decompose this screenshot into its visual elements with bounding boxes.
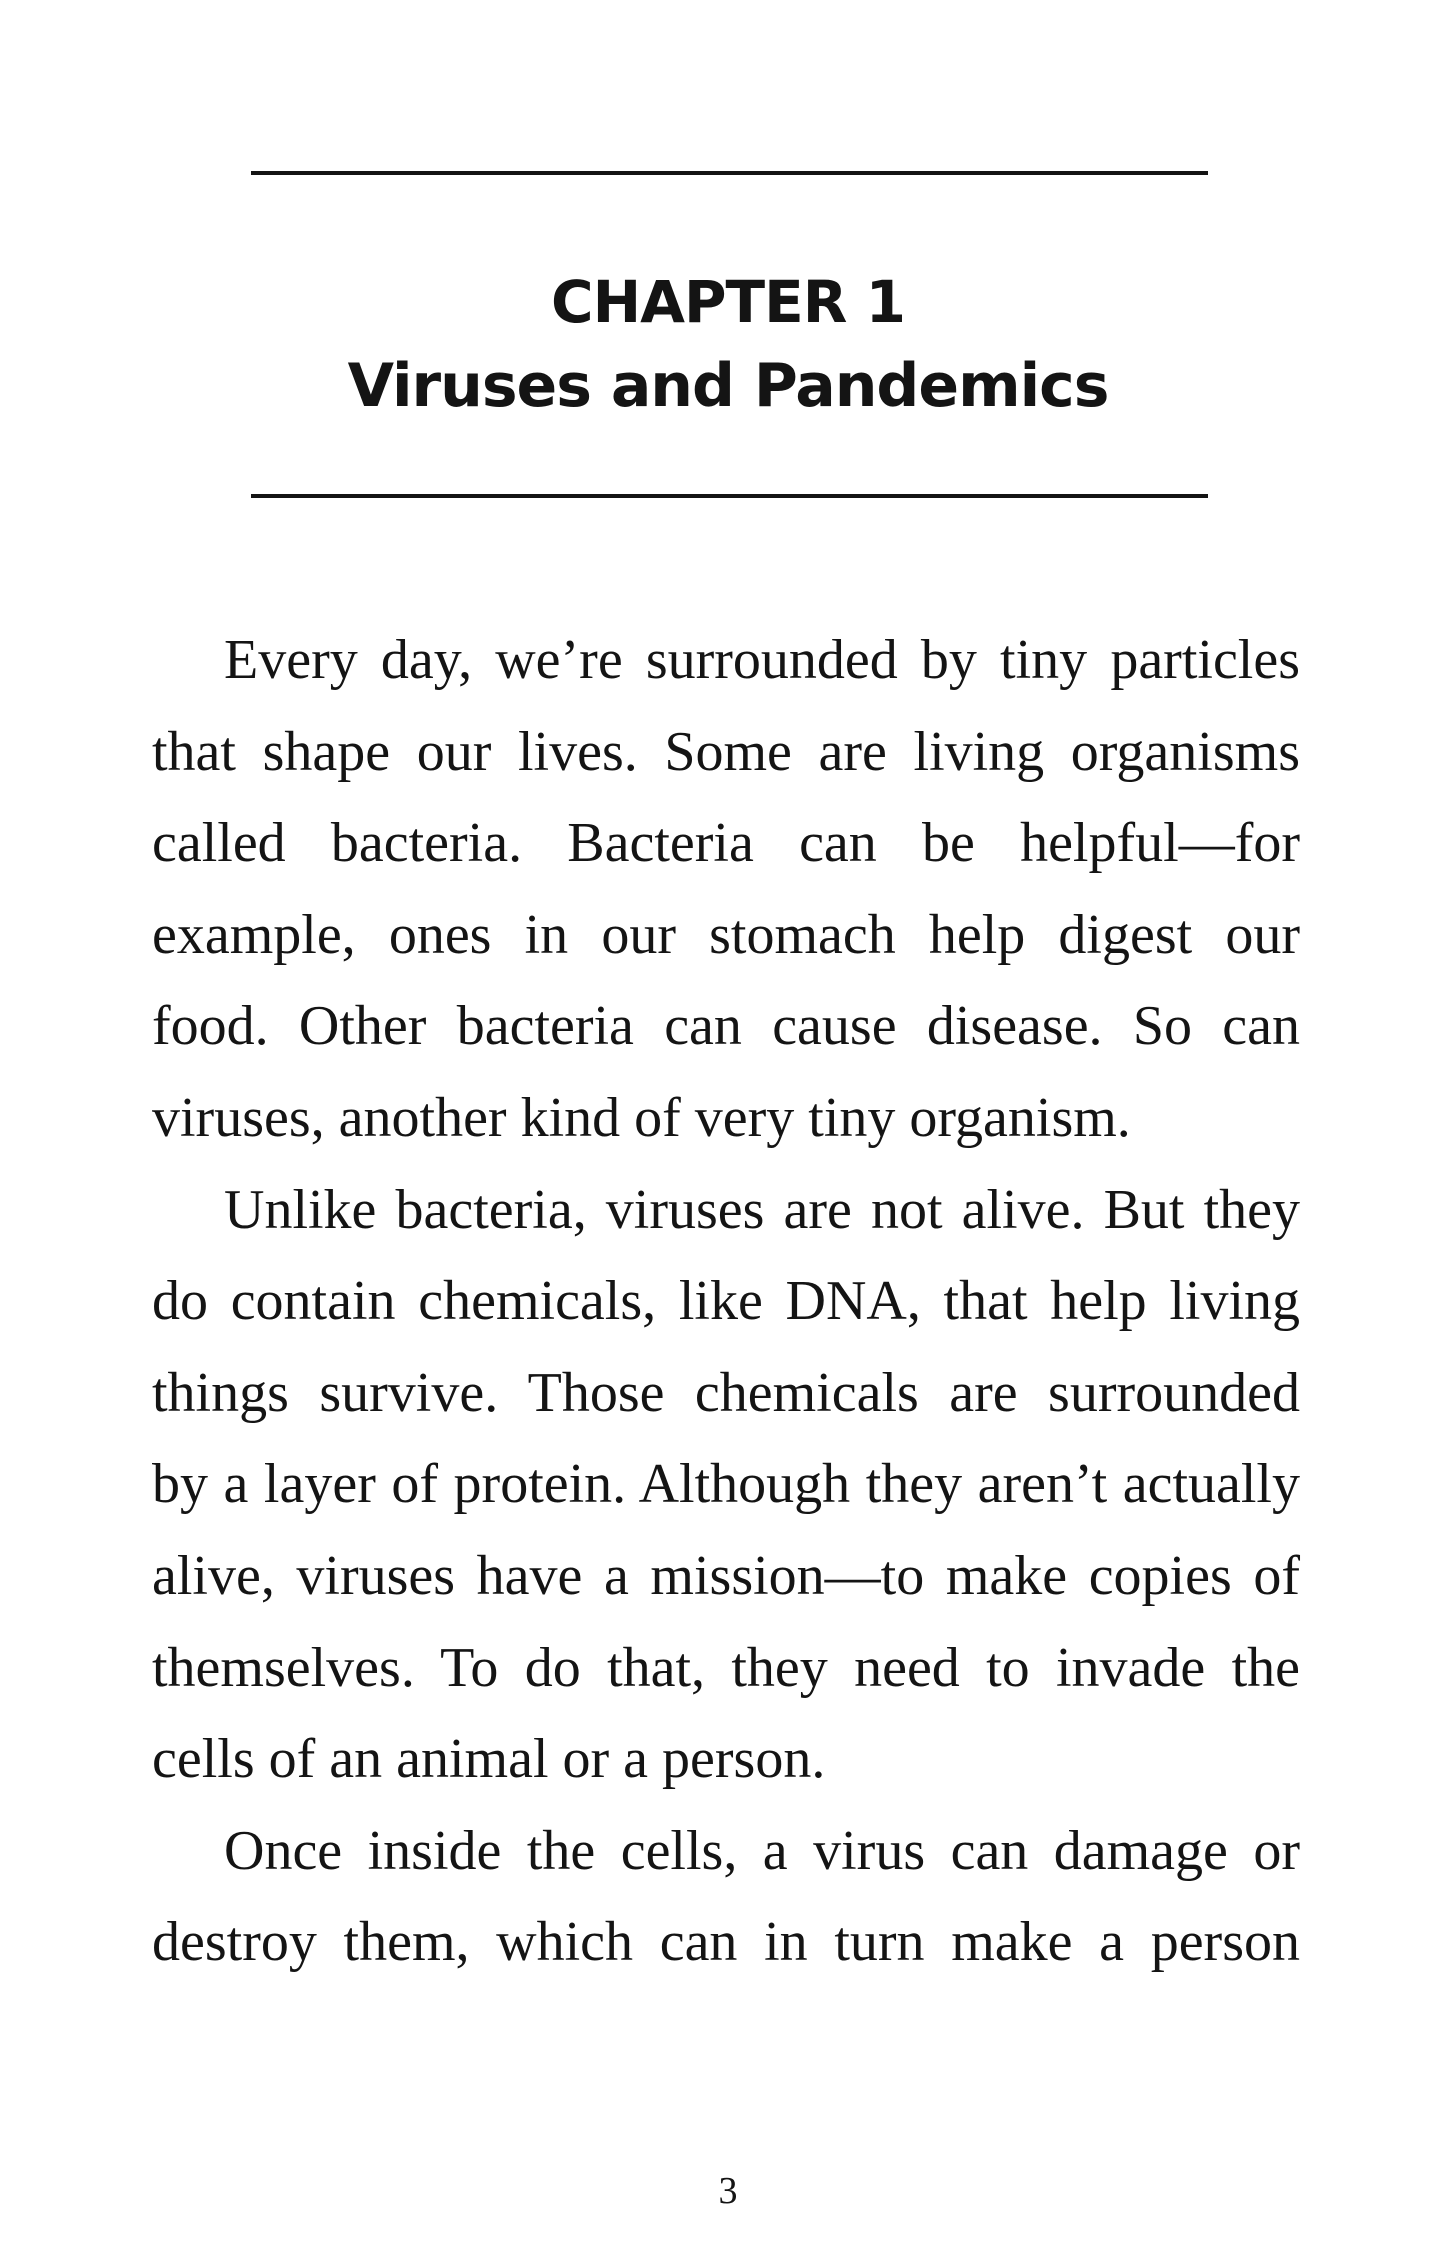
chapter-label: CHAPTER 1 [551,268,905,336]
paragraph-2 [152,1165,1300,1806]
chapter-title: Viruses and Pandemics [347,351,1109,421]
text-line: cells of an animal or a person. [152,1728,826,1791]
text-line: called bacteria. Bacteria can be helpful—for [152,812,1300,875]
text-line: that shape our lives. Some are living organisms [152,720,1300,783]
text-line: by a layer of protein. Although they aren’t actually [152,1453,1300,1516]
top-divider-rule [251,171,1208,175]
text-line: Unlike bacteria, viruses are not alive. But they [224,1178,1300,1241]
text-line: Once inside the cells, a virus can damage or [224,1819,1300,1882]
text-line: themselves. To do that, they need to invade the [152,1636,1300,1699]
text-line: viruses, another kind of very tiny organism. [152,1086,1131,1149]
text-line: things survive. Those chemicals are surrounded [152,1361,1300,1424]
text-line: Every day, we’re surrounded by tiny particles [224,629,1300,691]
paragraph-1 [152,615,1300,1165]
text-line: do contain chemicals, like DNA, that help living [152,1270,1300,1333]
paragraph-3 [152,1806,1300,1989]
text-line: destroy them, which can in turn make a person [152,1911,1300,1974]
bottom-divider-rule [251,494,1208,498]
text-line: food. Other bacteria can cause disease. So can [152,995,1300,1058]
body-text [152,615,1300,1989]
page-number: 3 [718,2170,738,2212]
text-line: alive, viruses have a mission—to make copies of [152,1544,1300,1607]
text-line: example, ones in our stomach help digest our [152,903,1300,966]
